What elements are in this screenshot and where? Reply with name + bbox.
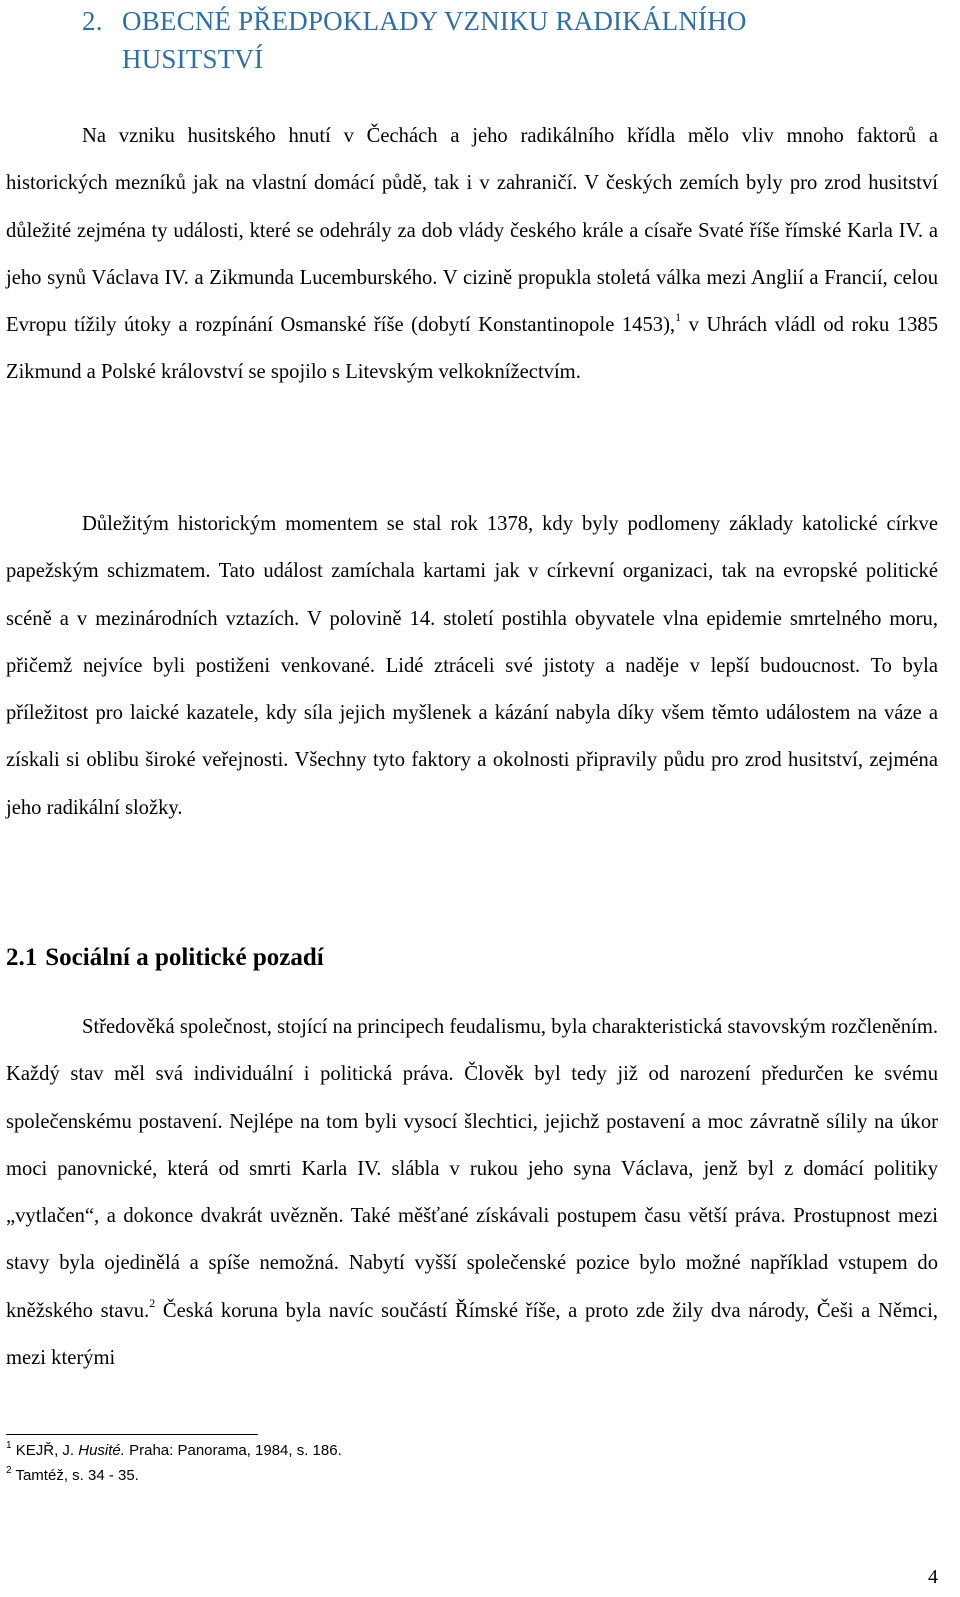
section-paragraph-1-continuation: Česká koruna byla navíc součástí Římské říše, a proto zde žily dva národy, Češi a Němci, mezi kterými	[6, 1299, 938, 1370]
footnote-2	[6, 1466, 706, 1486]
intro-paragraph-2: Důležitým historickým momentem se stal rok 1378, kdy byly podlomeny základy katolické církve papežským schizmatem. Tato událost zamíchala kartami jak v církevní organizaci, tak na evropské politické scéně a v mezinárodních vztazích. V polovině 14. století postihla obyvatele vlna epidemie smrtelného moru, přičemž nejvíce byli postiženi venkované. Lidé ztráceli své jistoty a naděje v lepší budoucnost. To byla příležitost pro laické kazatele, kdy síla jejich myšlenek a kázání nabyla díky všem těmto událostem na váze a získali si oblibu široké veřejnosti. Všechny tyto faktory a okolnosti připravily půdu pro zrod husitství, zejména jeho radikální složky.	[6, 513, 938, 819]
footnote-2-text: Tamtéž, s. 34 - 35.	[15, 1467, 139, 1484]
section-title: Sociální a politické pozadí	[45, 944, 324, 971]
footnote-ref-2: 2	[149, 1295, 156, 1310]
intro-paragraph-1-continuation: v Uhrách vládl od roku 1385 Zikmund a Polské království se spojilo s Litevským velkoknížectvím.	[6, 314, 938, 384]
section-heading	[6, 938, 324, 978]
intro-paragraph-1-text: Na vzniku husitského hnutí v Čechách a jeho radikálního křídla mělo vliv mnoho faktorů a historických mezníků jak na vlastní domácí půdě, tak i v zahraničí. V českých zemích byly pro zrod husitství důležité zejména ty události, které se odehrály za dob vlády českého krále a císaře Svaté říše římské Karla IV. a jeho synů Václava IV. a Zikmunda Lucemburského. V cizině propukla stoletá válka mezi Anglií a Francií, celou Evropu tížily útoky a rozpínání Osmanské říše (dobytí Konstantinopole 1453),	[6, 125, 938, 337]
footnote-1	[6, 1441, 706, 1461]
footnote-separator	[6, 1434, 258, 1435]
section-number: 2.1	[6, 944, 38, 971]
footnote-1-number: 1	[6, 1440, 12, 1451]
section-paragraph-1	[6, 1004, 938, 1382]
footnote-1-book-title: Husité.	[78, 1442, 125, 1459]
chapter-number: 2.	[82, 6, 103, 36]
footnote-1-author: KEJŘ, J.	[15, 1442, 79, 1459]
section-paragraph-1-text: Středověká společnost, stojící na principech feudalismu, byla charakteristická stavovským rozčleněním. Každý stav měl svá individuální i politická práva. Člověk byl tedy již od narození předurčen ke svému společenskému postavení. Nejlépe na tom byli vysocí šlechtici, jejichž postavení a moc závratně sílily na úkor moci panovnické, která od smrti Karla IV. slábla v rukou jeho syna Václava, jenž byl z domácí politiky „vytlačen“, a dokonce dvakrát uvězněn. Také měšťané získávali postupem času větší práva. Prostupnost mezi stavy byla ojedinělá a spíše nemožná. Nabytí vyšší společenské pozice bylo možné například vstupem do kněžského stavu.	[6, 1016, 938, 1322]
page-number: 4	[928, 1566, 938, 1588]
intro-paragraph-1	[6, 113, 938, 397]
footnote-2-number: 2	[6, 1465, 12, 1476]
footnote-1-publication: Praha: Panorama, 1984, s. 186.	[124, 1442, 342, 1459]
chapter-title: OBECNÉ PŘEDPOKLADY VZNIKU RADIKÁLNÍHO HUSITSTVÍ	[122, 6, 747, 74]
footnote-ref-1: 1	[675, 310, 682, 325]
